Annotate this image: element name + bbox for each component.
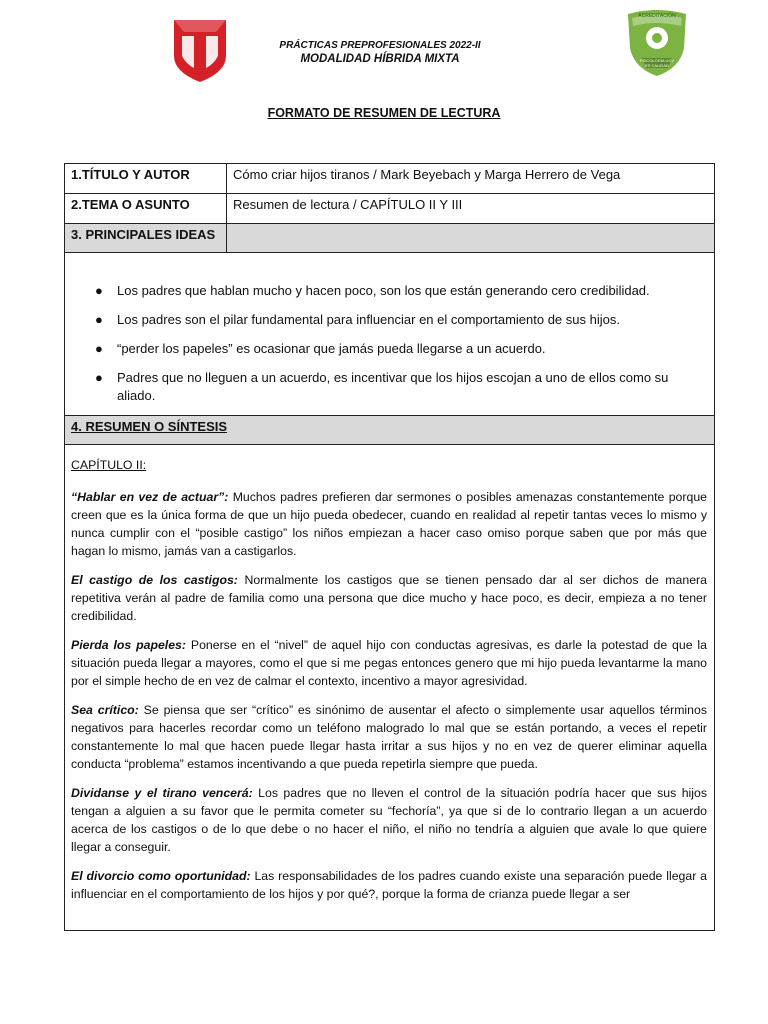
badge-top-text: ACREDITACIÓN: [638, 13, 676, 19]
topic-row: [65, 194, 714, 224]
summary-body: [71, 456, 707, 914]
main-ideas-value: [227, 224, 714, 252]
header-line-1: PRÁCTICAS PREPROFESIONALES 2022-II: [279, 40, 481, 51]
summary-paragraph: El divorcio como oportunidad: Las responsabilidades de los padres cuando existe una separación puede llegar a influenciar en el comportamiento de los hijos y por qué?, porque la forma de crianza puede llegar a ser: [71, 869, 707, 901]
paragraph-lead: Pierda los papeles:: [71, 638, 186, 652]
main-ideas-list-cell: [65, 253, 714, 416]
list-item: ● Los padres son el pilar fundamental para influenciar en el comportamiento de sus hijos.: [95, 312, 620, 327]
document-title: FORMATO DE RESUMEN DE LECTURA: [267, 106, 501, 120]
chapter-heading: CAPÍTULO II:: [71, 458, 147, 472]
badge-bottom-text-1: PSICOLOGÍA UCV: [639, 58, 675, 63]
summary-paragraph: “Hablar en vez de actuar”: Muchos padres prefieren dar sermones o posibles amenazas constantemente porque creen que es la única forma de que un hijo pueda obedecer, cuando en realidad al repetir tantas veces lo mismo y nunca cumplir con el “posible castigo” los niños empiezan a hacer caso omiso porque saben que por más que hagan lo mismo, jamás van a castigarlos.: [71, 490, 707, 558]
paragraph-lead: “Hablar en vez de actuar”:: [71, 490, 229, 504]
paragraph-lead: El castigo de los castigos:: [71, 573, 238, 587]
title-author-row: [65, 164, 714, 194]
main-ideas-list: [95, 282, 695, 416]
bullet-icon: ●: [95, 283, 103, 298]
badge-bottom-text-2: ES CALIDAD: [645, 63, 669, 68]
paragraph-lead: El divorcio como oportunidad:: [71, 869, 251, 883]
summary-paragraph: Dividanse y el tirano vencerá: Los padres que no lleven el control de la situación podría hacer que sus hijos tengan a alguien a su favor que le permita cometer su “fechoría”, ya que si de lo contrario llegan a un acuerdo acerca de los castigos o de lo que debe o no hacer el niño, el niño no tendría a alguien que avale lo que quiere llegar a conseguir.: [71, 786, 707, 854]
main-ideas-row: [65, 224, 714, 253]
bullet-icon: ●: [95, 312, 103, 327]
paragraph-lead: Dividanse y el tirano vencerá:: [71, 786, 253, 800]
list-item: ● “perder los papeles” es ocasionar que jamás pueda llegarse a un acuerdo.: [95, 341, 546, 356]
list-item: ● Los padres que hablan mucho y hacen poco, son los que están generando cero credibilidad.: [95, 283, 650, 298]
reading-summary-table: [64, 163, 715, 931]
summary-paragraph: Sea crítico: Se piensa que ser “crítico” es sinónimo de ausentar el afecto o simplemente usar aquellos términos negativos para hacerles recordar como un teléfono malogrado lo mal que se están portando, a veces el repetir constantemente lo mal que hacen puede llegar hasta irritar a sus hijos y no en vez de querer eliminar aquella conducta “problema” estamos incentivando a que pueda repetirla siempre que pueda.: [71, 703, 707, 771]
summary-paragraph: El castigo de los castigos: Normalmente los castigos que se tienen pensado dar al ser dichos de manera repetitiva verán al padre de familia como una persona que dice mucho y hace poco, es decir, empieza a no tener credibilidad.: [71, 573, 707, 623]
main-ideas-label: 3. PRINCIPALES IDEAS: [65, 224, 227, 252]
header-line-2: MODALIDAD HÍBRIDA MIXTA: [300, 53, 460, 65]
paragraph-lead: Sea crítico:: [71, 703, 139, 717]
topic-label: 2.TEMA O ASUNTO: [65, 194, 227, 223]
topic-value: Resumen de lectura / CAPÍTULO II Y III: [233, 197, 463, 212]
bullet-icon: ●: [95, 370, 103, 385]
bullet-icon: ●: [95, 341, 103, 356]
list-item: ● Padres que no lleguen a un acuerdo, es incentivar que los hijos escojan a uno de ellos como su aliado.: [95, 370, 669, 403]
accreditation-badge-logo: [622, 8, 692, 80]
title-author-label: 1.TÍTULO Y AUTOR: [65, 164, 227, 193]
summary-paragraph: Pierda los papeles: Ponerse en el “nivel” de aquel hijo con conductas agresivas, es darle la potestad de que la situación pueda llegar a mayores, como el que si me pegas entonces genero que mi hijo pueda levantarme la mano por el simple hecho de en vez de calmar el contexto, incentivo a mayor agresividad.: [71, 638, 707, 688]
title-author-value: Cómo criar hijos tiranos / Mark Beyebach y Marga Herrero de Vega: [233, 167, 621, 182]
summary-section-header: 4. RESUMEN O SÍNTESIS: [65, 416, 714, 445]
